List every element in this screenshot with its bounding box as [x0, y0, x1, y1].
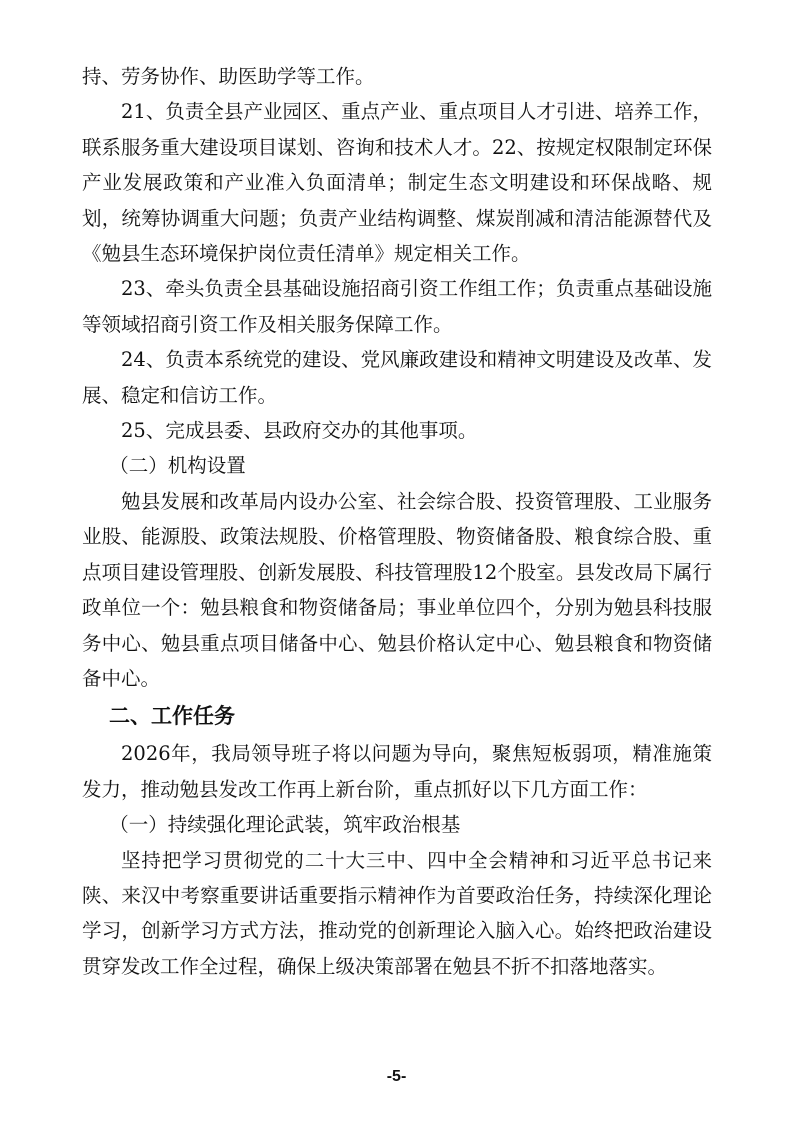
page-number: -5- — [386, 1068, 407, 1085]
paragraph-2026-intro: 2026年，我局领导班子将以问题为导向，聚焦短板弱项，精准施策发力，推动勉县发改工作再上新台阶，重点抓好以下几方面工作： — [82, 742, 712, 801]
paragraph-item-23: 23、牵头负责全县基础设施招商引资工作组工作；负责重点基础设施等领域招商引资工作及相关服务保障工作。 — [82, 277, 712, 336]
paragraph-organization: 勉县发展和改革局内设办公室、社会综合股、投资管理股、工业服务业股、能源股、政策法规股、价格管理股、物资储备股、粮食综合股、重点项目建设管理股、创新发展股、科技管理股12个股室。县发改局下属行政单位一个：勉县粮食和物资储备局；事业单位四个，分别为勉县科技服务中心、勉县重点项目储备中心、勉县价格认定中心、勉县粮食和物资储备中心。 — [82, 489, 712, 690]
paragraph-theory: 坚持把学习贯彻党的二十大三中、四中全会精神和习近平总书记来陕、来汉中考察重要讲话重要指示精神作为首要政治任务，持续深化理论学习，创新学习方式方法，推动党的创新理论入脑入心。始终把政治建设贯穿发改工作全过程，确保上级决策部署在勉县不折不扣落地落实。 — [82, 848, 712, 978]
subheading-organization: （二）机构设置 — [109, 454, 246, 478]
document-body — [82, 59, 712, 984]
paragraph-item-21-22: 21、负责全县产业园区、重点产业、重点项目人才引进、培养工作，联系服务重大建设项目谋划、咨询和技术人才。22、按规定权限制定环保产业发展政策和产业准入负面清单；制定生态文明建设和环保战略、规划，统筹协调重大问题；负责产业结构调整、煤炭削减和清洁能源替代及《勉县生态环境保护岗位责任清单》规定相关工作。 — [82, 100, 712, 266]
paragraph-continuation: 持、劳务协作、助医助学等工作。 — [82, 65, 375, 88]
paragraph-item-25: 25、完成县委、县政府交办的其他事项。 — [121, 419, 478, 443]
subheading-theory: （一）持续强化理论武装，筑牢政治根基 — [109, 813, 461, 837]
section-heading-work-tasks: 二、工作任务 — [109, 704, 235, 729]
paragraph-item-24: 24、负责本系统党的建设、党风廉政建设和精神文明建设及改革、发展、稳定和信访工作。 — [82, 348, 712, 407]
